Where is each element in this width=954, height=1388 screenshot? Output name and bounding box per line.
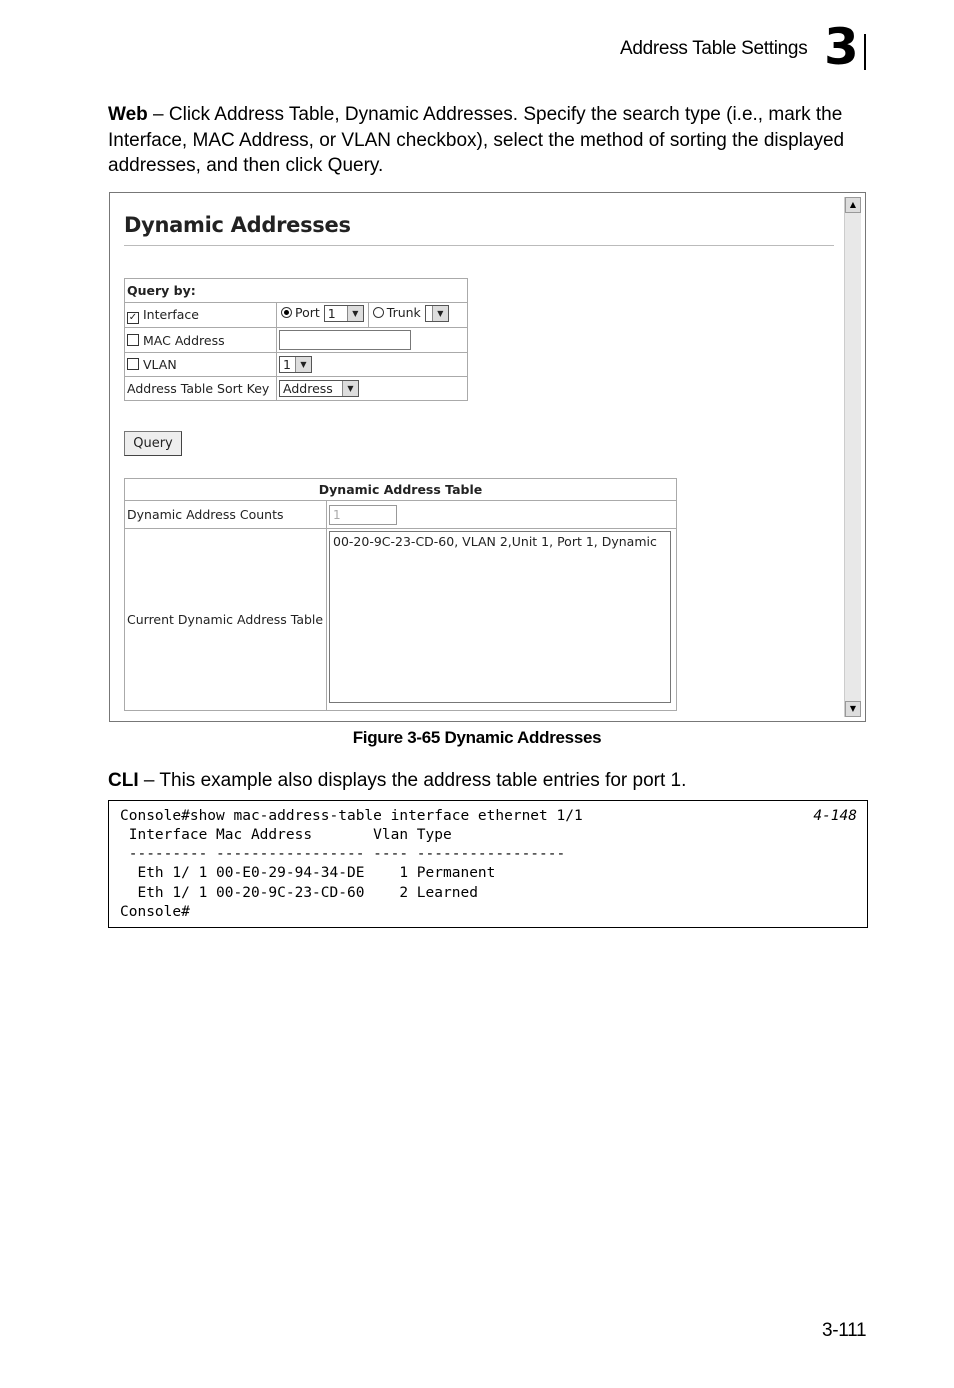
sort-key-select[interactable] [279,380,359,397]
scroll-up-icon[interactable]: ▲ [845,197,861,213]
web-instructions [108,102,878,179]
dynamic-address-table [124,478,677,711]
sort-select-value: Address [283,381,333,396]
cli-lead: CLI [108,770,139,791]
interface-checkbox[interactable]: ✓ [128,311,138,323]
vlan-cell [125,353,277,377]
current-table-label: Current Dynamic Address Table [125,529,327,711]
figure-caption: Figure 3-65 Dynamic Addresses [352,728,602,747]
code-line: Eth 1/ 1 00-20-9C-23-CD-60 2 Learned [120,885,478,901]
port-select[interactable] [324,305,364,322]
interface-label: Interface [143,306,199,322]
sort-select-cell [277,377,468,401]
vlan-checkbox[interactable] [127,358,139,370]
vertical-scrollbar[interactable] [844,197,861,717]
code-line: Interface Mac Address Vlan Type [120,827,452,843]
dynamic-addresses-screenshot [109,192,866,722]
query-heading: Query by: [125,279,468,303]
vlan-select[interactable] [279,356,312,373]
mac-checkbox[interactable] [127,334,139,346]
query-button[interactable]: Query [124,431,182,456]
port-radio[interactable] [281,307,292,318]
running-header-title: Address Table Settings [620,38,808,59]
port-select-value: 1 [327,306,336,321]
query-table [124,278,468,401]
chapter-divider [864,34,866,70]
counts-cell [327,501,677,529]
address-list-box[interactable] [329,531,671,703]
dynamic-table-heading: Dynamic Address Table [125,479,677,501]
code-line: Eth 1/ 1 00-E0-29-94-34-DE 1 Permanent [120,865,496,881]
code-line: --------- ----------------- ---- ----------------- [120,846,566,862]
port-label: Port [295,305,320,320]
chevron-down-icon: ▼ [432,306,448,321]
interface-cell [125,303,277,328]
trunk-radio[interactable] [373,307,384,318]
vlan-select-cell [277,353,468,377]
chapter-number: 3 [824,18,857,76]
cli-code-block [108,800,868,928]
sort-cell [125,377,277,401]
mac-address-input[interactable] [279,330,411,350]
trunk-label: Trunk [386,305,421,320]
chevron-down-icon: ▼ [295,357,311,372]
web-text: – Click Address Table, Dynamic Addresses. Specify the search type (i.e., mark the Interface, MAC Address, or VLAN checkbox), select the method of sorting the displayed addresses, and then click Query. [108,104,845,176]
mac-cell [125,328,277,353]
cli-text: – This example also displays the address table entries for port 1. [138,770,687,791]
chevron-down-icon: ▼ [342,381,358,396]
port-option [277,303,369,327]
title-divider [124,245,834,246]
vlan-select-value: 1 [283,357,291,372]
code-line: Console#show mac-address-table interface ethernet 1/1 [120,808,583,824]
counts-label: Dynamic Address Counts [125,501,327,529]
cli-instructions [108,768,878,794]
code-page-ref: 4-148 [813,808,857,824]
trunk-option [369,303,453,327]
counts-field: 1 [329,505,397,525]
vlan-label: VLAN [143,357,177,372]
interface-options-cell [277,303,468,328]
sort-label: Address Table Sort Key [127,381,270,396]
scroll-down-icon[interactable]: ▼ [845,701,861,717]
current-table-cell [327,529,677,711]
address-entry[interactable]: 00-20-9C-23-CD-60, VLAN 2,Unit 1, Port 1, Dynamic [333,534,657,549]
page-number: 3-111 [822,1320,867,1341]
code-line: Console# [120,904,190,920]
page-title: Dynamic Addresses [124,213,351,237]
mac-input-cell [277,328,468,353]
chevron-down-icon: ▼ [347,306,363,321]
mac-label: MAC Address [143,332,225,348]
trunk-select[interactable] [425,305,449,322]
web-lead: Web [108,104,148,125]
